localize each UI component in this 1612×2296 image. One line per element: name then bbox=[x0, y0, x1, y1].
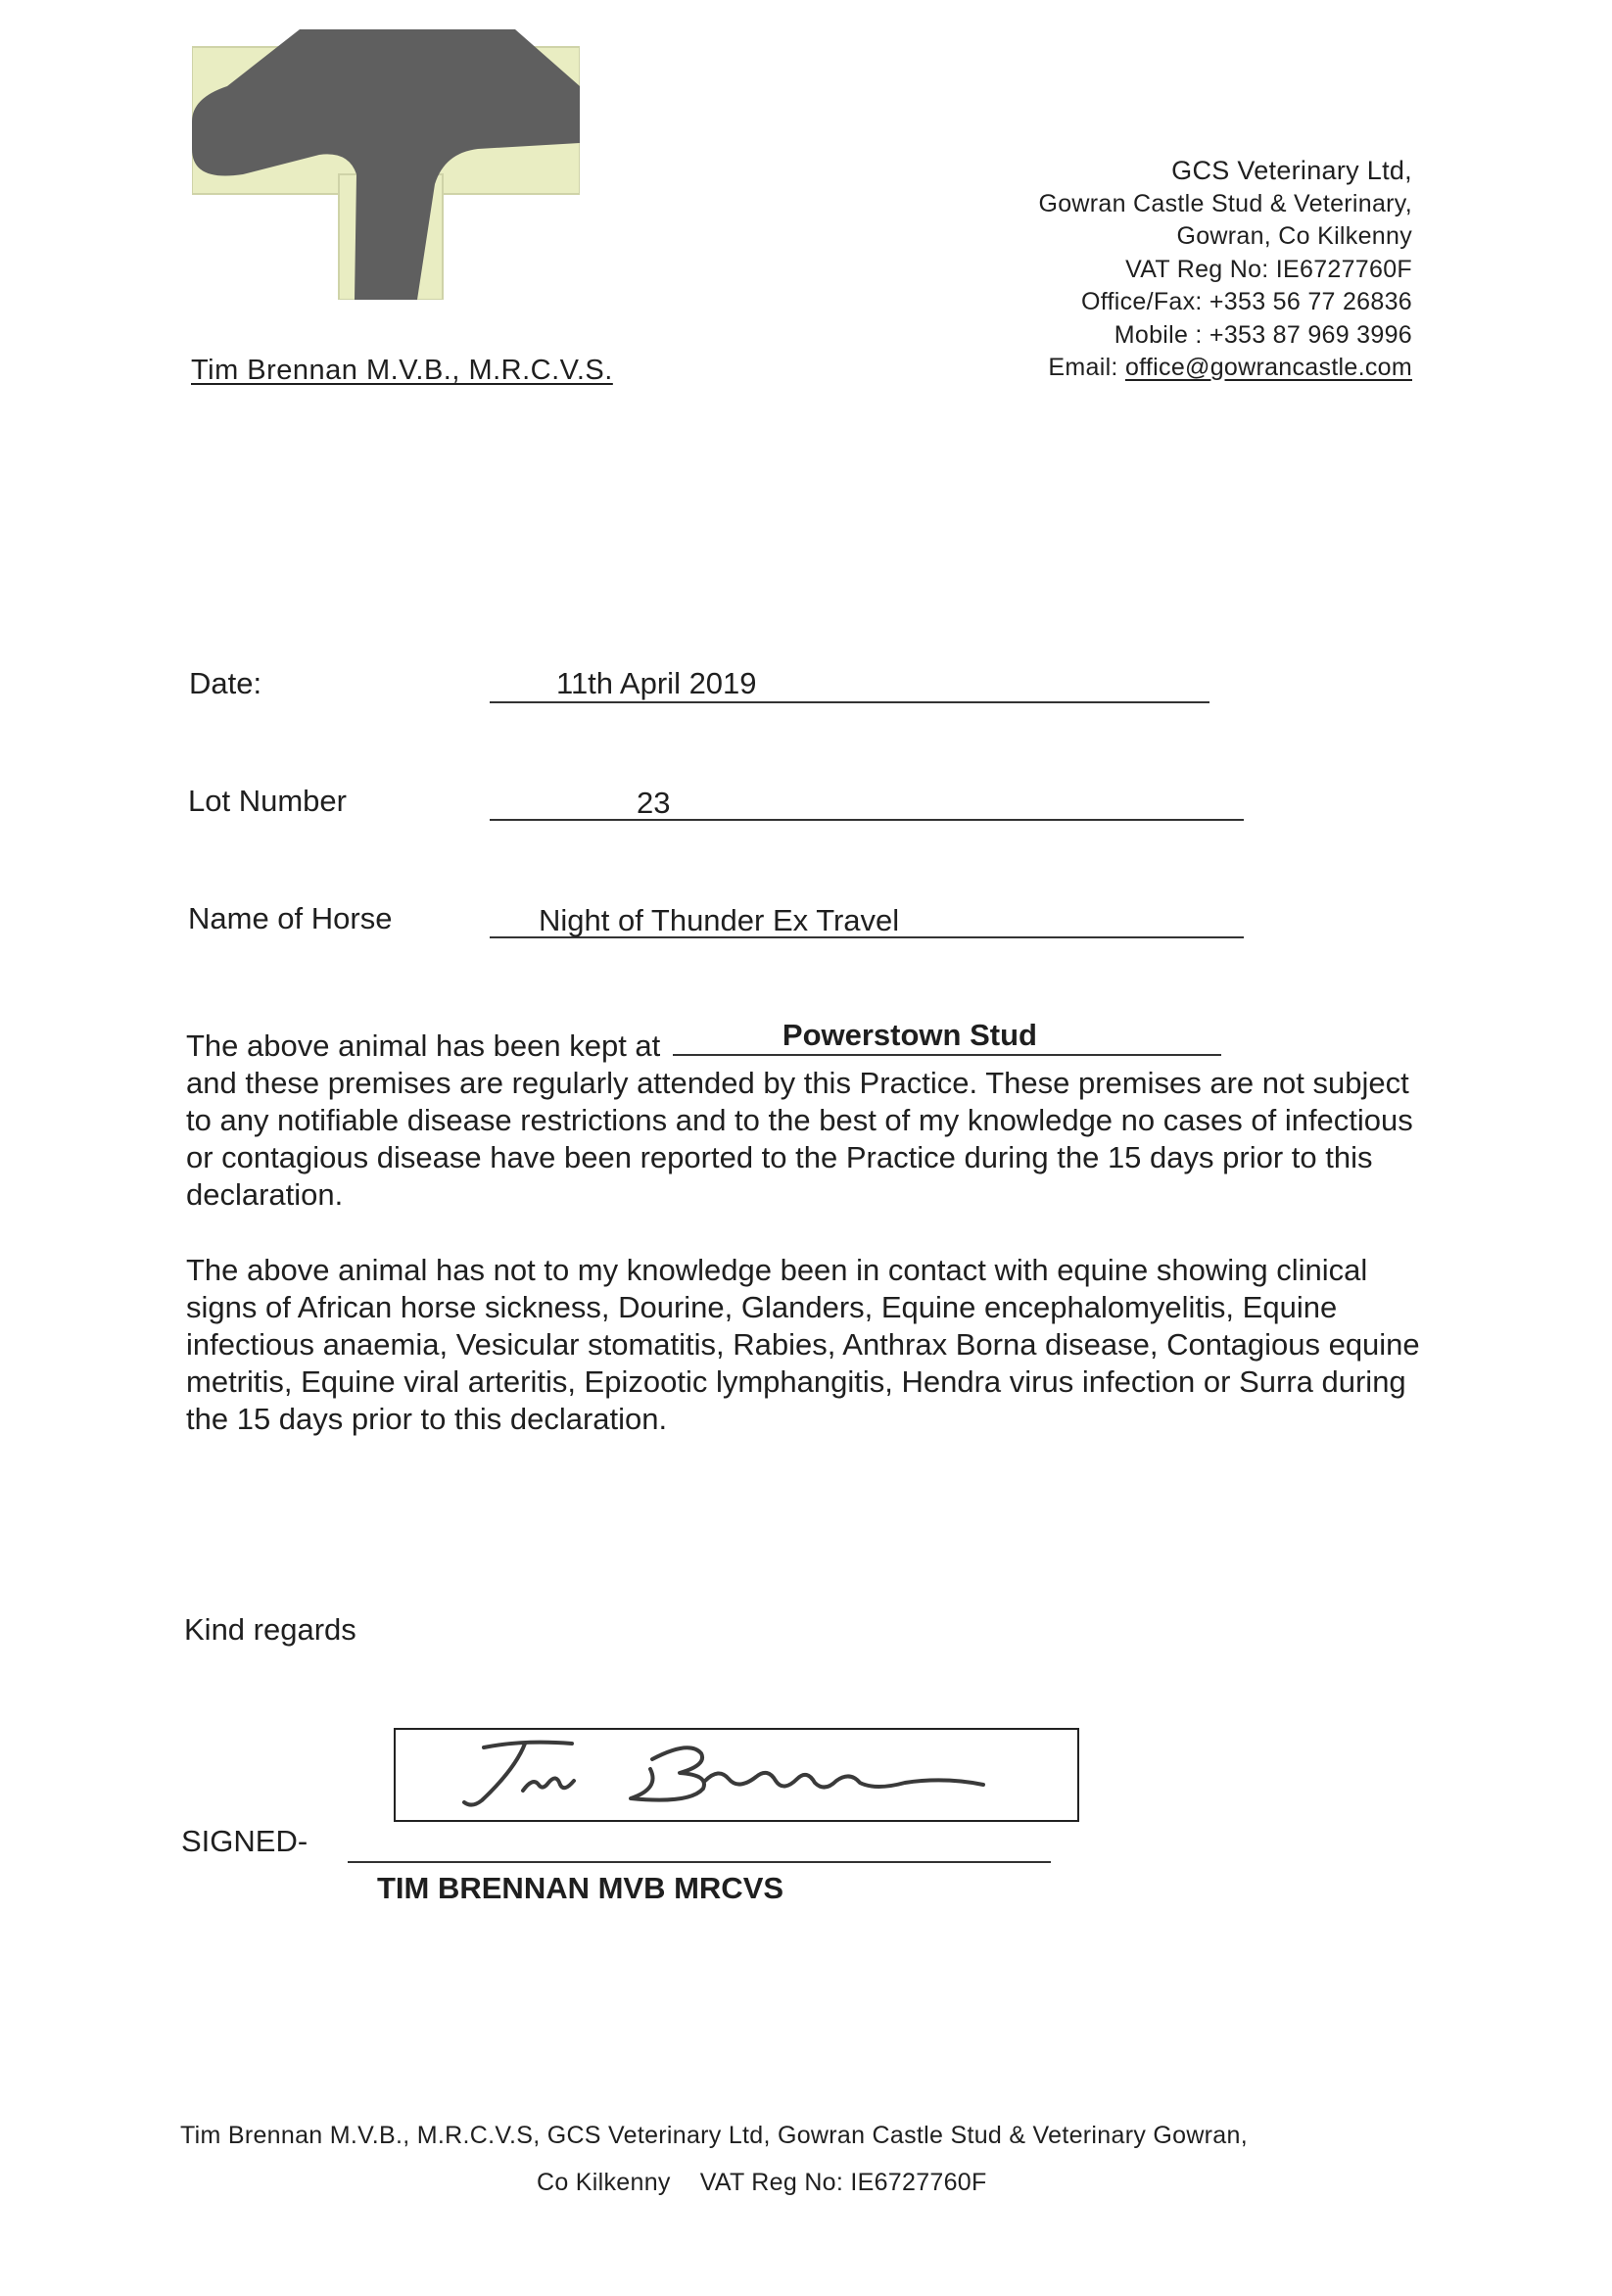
signed-label: SIGNED- bbox=[181, 1824, 308, 1858]
address-line-2: Gowran, Co Kilkenny bbox=[1176, 222, 1412, 250]
office-fax: Office/Fax: +353 56 77 26836 bbox=[1080, 288, 1412, 315]
declaration-paragraph-1 bbox=[186, 1019, 1420, 1214]
signer-name: TIM BRENNAN MVB MRCVS bbox=[377, 1871, 784, 1905]
email-row bbox=[1038, 352, 1412, 385]
lot-number-label: Lot Number bbox=[188, 784, 347, 818]
declaration-paragraph-2: The above animal has not to my knowledge been in contact with equine showing clinical signs of African horse sickness, Dourine, Glanders, Equine encephalomyelitis, Equine infectious anaemia, Vesicular stomatitis, Rabies, Anthrax Borna disease, Contagious equine metritis, Equine viral arteritis, Epizootic lymphangitis, Hendra virus infection or Surra during the 15 days prior to this declaration. bbox=[186, 1253, 1420, 1436]
horse-name-label: Name of Horse bbox=[188, 901, 393, 935]
paragraph-1-prefix: The above animal has been kept at bbox=[186, 1028, 661, 1063]
lot-number-field-line bbox=[490, 819, 1244, 821]
footer-county: Co Kilkenny bbox=[537, 2169, 671, 2196]
handwritten-signature bbox=[396, 1730, 1077, 1820]
date-label: Date: bbox=[189, 666, 262, 700]
address-line-1: Gowran Castle Stud & Veterinary, bbox=[1038, 189, 1412, 217]
date-field-line bbox=[490, 701, 1209, 703]
paragraph-1-body: and these premises are regularly attended by this Practice. These premises are not subject to any notifiable disease restrictions and to the best of my knowledge no cases of infectious or contagious disease have been reported to the Practice during the 15 days prior to this declaration. bbox=[186, 1066, 1413, 1212]
premises-value: Powerstown Stud bbox=[782, 1018, 1037, 1052]
signature-box bbox=[394, 1728, 1079, 1822]
lot-number-value: 23 bbox=[637, 786, 671, 820]
closing-regards: Kind regards bbox=[184, 1612, 356, 1647]
practice-address-block bbox=[1038, 155, 1412, 385]
footer-vat: VAT Reg No: IE6727760F bbox=[699, 2169, 987, 2196]
horse-name-value: Night of Thunder Ex Travel bbox=[539, 903, 900, 937]
signature-line bbox=[348, 1861, 1051, 1863]
mobile-number: Mobile : +353 87 969 3996 bbox=[1114, 320, 1412, 349]
email-link[interactable]: office@gowrancastle.com bbox=[1124, 354, 1412, 381]
date-value: 11th April 2019 bbox=[556, 666, 757, 700]
practice-logo bbox=[192, 27, 580, 300]
premises-field bbox=[673, 1019, 1221, 1056]
footer-line-2 bbox=[537, 2169, 987, 2197]
vat-number: VAT Reg No: IE6727760F bbox=[1125, 255, 1412, 283]
vet-name-heading: Tim Brennan M.V.B., M.R.C.V.S. bbox=[191, 355, 613, 386]
email-label: Email: bbox=[1048, 354, 1118, 381]
footer-line-1: Tim Brennan M.V.B., M.R.C.V.S, GCS Veterinary Ltd, Gowran Castle Stud & Veterinary Gowran, bbox=[180, 2122, 1248, 2149]
company-name: GCS Veterinary Ltd, bbox=[1171, 156, 1412, 185]
